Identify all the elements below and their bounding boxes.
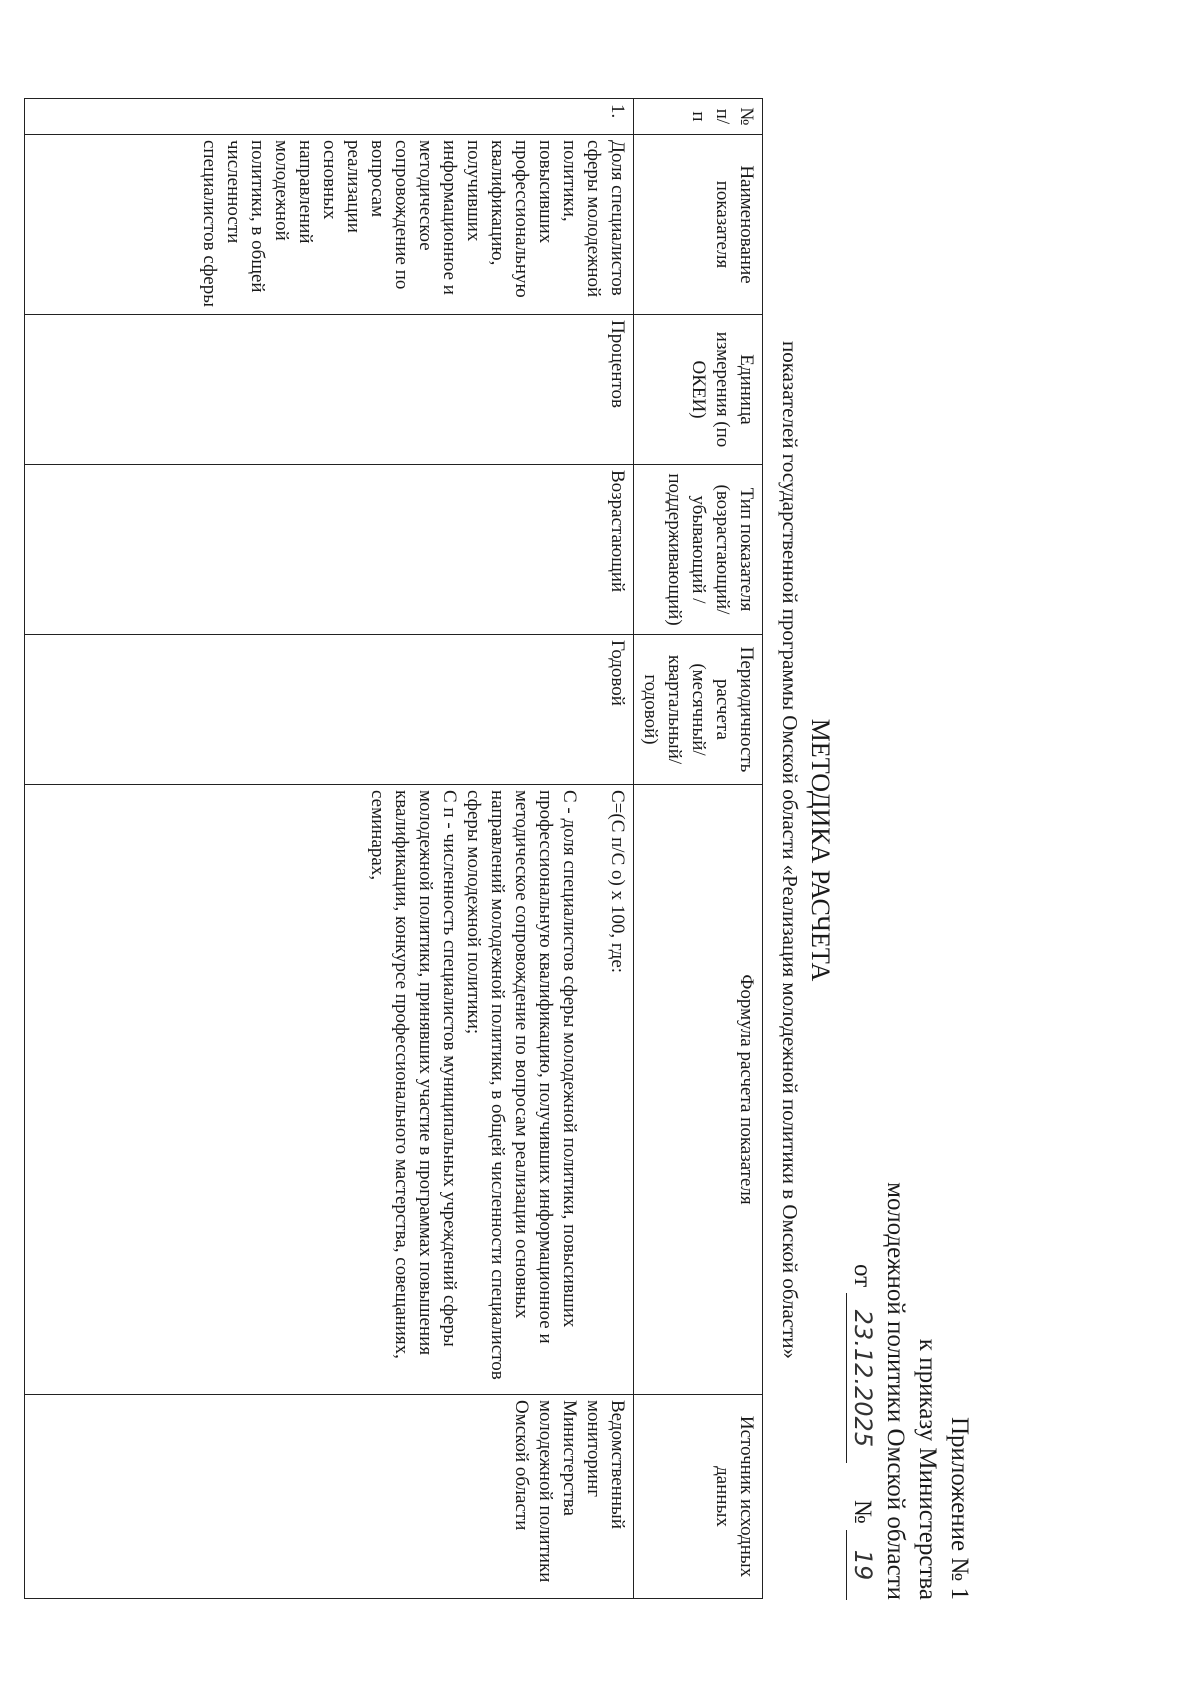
indicator-name: Доля специалистов сферы молодежной политики, повысивших профессиональную квалификацию, получивших информационное и методическое сопровождение по вопросам реализации основных направлений молодежной политики, в общей численности специалистов сферы — [25, 135, 634, 315]
indicator-formula-cell — [25, 785, 634, 1395]
order-number: 19 — [846, 1530, 879, 1600]
number-label: № — [849, 1499, 876, 1524]
formula-variable-description: C п - численность специалистов муниципальных учреждений сферы молодежной политики, принявших участие в программах повышения квалификации, конкурсе профессионального мастерства, совещаниях, семинарах, — [367, 790, 460, 1359]
header-unit: Единица измерения (по ОКЕИ) — [634, 315, 763, 465]
order-date: 23.12.2025 — [846, 1293, 879, 1463]
row-number: 1. — [25, 99, 634, 135]
table-header-row — [634, 99, 763, 1599]
document-title: МЕТОДИКА РАСЧЕТА — [806, 718, 835, 982]
formula-description: C - доля специалистов сферы молодежной политики, повысивших профессиональную квалификацию, получивших информационное и методическое сопровождение по вопросам реализации основных направлений молодежной политики, в общей численности специалистов сферы молодежной политики; — [463, 790, 580, 1380]
header-periodicity: Периодичность расчета (месячный/ квартальный/ годовой) — [634, 635, 763, 785]
header-indicator-name: Наименование показателя — [634, 135, 763, 315]
table-row — [25, 99, 634, 1599]
from-label: от — [849, 1264, 876, 1288]
formula-expression: C=(C п/C о) x 100, где: — [607, 790, 628, 974]
data-source: Ведомственный мониторинг Министерства молодежной политики Омской области — [25, 1395, 634, 1599]
header-indicator-type: Тип показателя (возрастающий/ убывающий / поддерживающий) — [634, 465, 763, 635]
indicator-type: Возрастающий — [25, 465, 634, 635]
order-reference: к приказу Министерства — [914, 1338, 941, 1600]
approval-stamp — [846, 980, 975, 1600]
header-data-source: Источник исходных данных — [634, 1395, 763, 1599]
indicator-unit: Процентов — [25, 315, 634, 465]
appendix-title: Приложение № 1 — [946, 1416, 973, 1600]
document-page — [5, 20, 1085, 1680]
ministry-name: молодежной политики Омской области — [882, 1182, 909, 1600]
indicator-periodicity: Годовой — [25, 635, 634, 785]
header-formula: Формула расчета показателя — [634, 785, 763, 1395]
header-number: № п/п — [634, 99, 763, 135]
date-number-line — [846, 980, 879, 1600]
document-subtitle: показателей государственной программы Омской области «Реализация молодежной политики в Омской области» — [778, 340, 802, 1360]
methodology-table — [24, 98, 763, 1599]
